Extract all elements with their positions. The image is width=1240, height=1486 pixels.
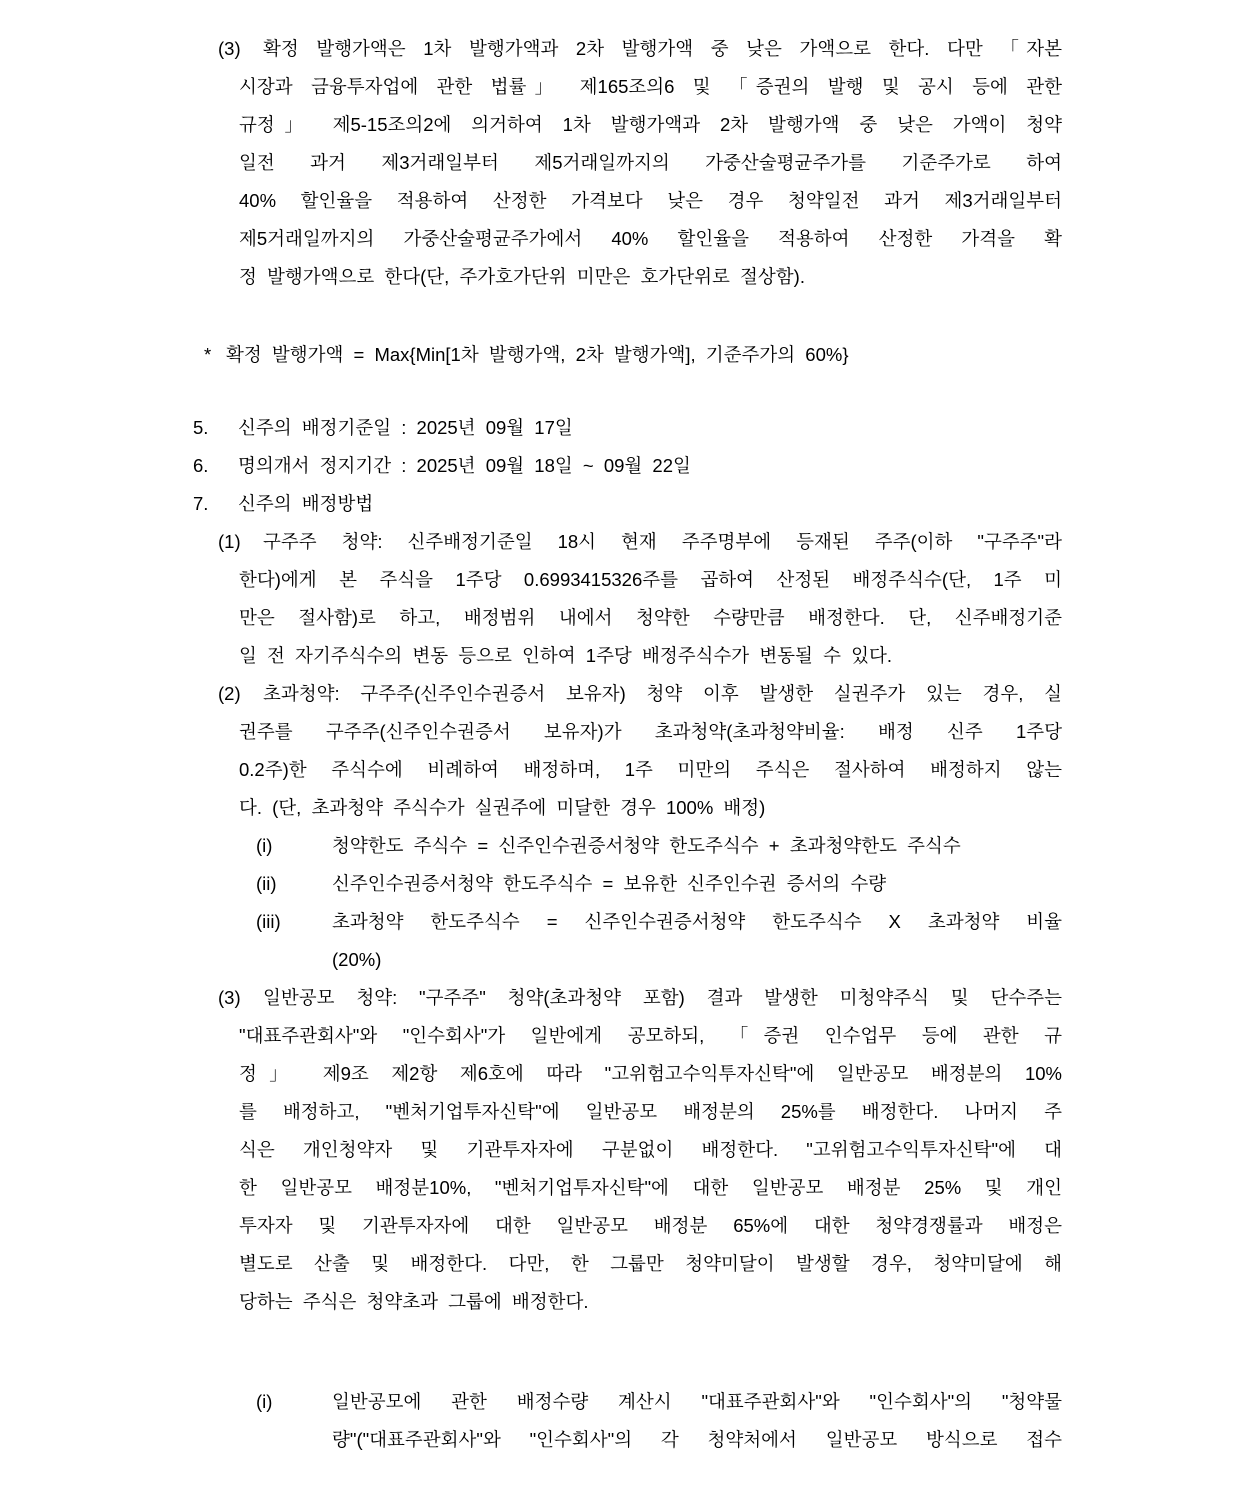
list-marker: (i) bbox=[256, 835, 273, 856]
list-marker: (ii) bbox=[256, 873, 277, 894]
list-marker: (3) bbox=[218, 38, 241, 59]
item-6-transfer-suspension-period bbox=[193, 447, 1240, 485]
text-line bbox=[256, 941, 1062, 979]
line-text: 규정」 제5-15조의2에 의거하여 1차 발행가액과 2차 발행가액 중 낮은 가액이 청약 bbox=[239, 114, 1062, 135]
text-line bbox=[218, 30, 1062, 68]
line-text: 량"("대표주관회사"와 "인수회사"의 각 청약처에서 일반공모 방식으로 접수 bbox=[332, 1429, 1062, 1450]
text-line bbox=[218, 637, 1062, 675]
line-text: 제5거래일까지의 가중산술평균주가에서 40% 할인율을 적용하여 산정한 가격을 확 bbox=[239, 228, 1062, 249]
line-text: 한 일반공모 배정분10%, "벤처기업투자신탁"에 대한 일반공모 배정분 25% 및 개인 bbox=[239, 1177, 1062, 1198]
text-line bbox=[218, 979, 1062, 1017]
text-line bbox=[193, 447, 1240, 485]
text-line bbox=[218, 1055, 1062, 1093]
line-text: 당하는 주식은 청약초과 그룹에 배정한다. bbox=[239, 1291, 589, 1312]
text-line bbox=[218, 1207, 1062, 1245]
text-line bbox=[218, 1283, 1062, 1321]
line-text: 신주의 배정기준일 : 2025년 09월 17일 bbox=[238, 417, 573, 438]
line-text: 확정 발행가액 = Max{Min[1차 발행가액, 2차 발행가액], 기준주가의 60%} bbox=[226, 344, 849, 365]
text-line bbox=[218, 1093, 1062, 1131]
text-line bbox=[218, 599, 1062, 637]
text-line bbox=[256, 865, 1062, 903]
text-line bbox=[218, 1017, 1062, 1055]
line-text: 확정 발행가액은 1차 발행가액과 2차 발행가액 중 낮은 가액으로 한다. 다만 「자본 bbox=[263, 38, 1062, 59]
text-line bbox=[218, 1131, 1062, 1169]
line-text: 초과청약: 구주주(신주인수권증서 보유자) 청약 이후 발생한 실권주가 있는 경우, 실 bbox=[263, 683, 1062, 704]
text-line bbox=[218, 220, 1062, 258]
list-marker: 7. bbox=[193, 493, 209, 514]
line-text: 다. (단, 초과청약 주식수가 실권주에 미달한 경우 100% 배정) bbox=[239, 797, 766, 818]
list-marker: (i) bbox=[256, 1391, 273, 1412]
text-line bbox=[218, 144, 1062, 182]
line-text: 일전 과거 제3거래일부터 제5거래일까지의 가중산술평균주가를 기준주가로 하여 bbox=[239, 152, 1062, 173]
clause-2-over-subscription bbox=[218, 675, 1062, 827]
clause-3-public-offering bbox=[218, 979, 1062, 1321]
item-5-allotment-record-date bbox=[193, 409, 1240, 447]
text-line bbox=[218, 675, 1062, 713]
line-text: 일반공모 청약: "구주주" 청약(초과청약 포함) 결과 발생한 미청약주식 및 단수주는 bbox=[263, 987, 1062, 1008]
text-line bbox=[218, 751, 1062, 789]
formula-final-issue-price bbox=[204, 336, 1240, 374]
text-line bbox=[193, 485, 1240, 523]
list-marker: 5. bbox=[193, 417, 209, 438]
text-line bbox=[218, 561, 1062, 599]
line-text: 40% 할인율을 적용하여 산정한 가격보다 낮은 경우 청약일전 과거 제3거래일부터 bbox=[239, 190, 1062, 211]
text-line bbox=[256, 1421, 1062, 1459]
sub-iii-over-subscription-limit bbox=[256, 903, 1062, 979]
line-text: 청약한도 주식수 = 신주인수권증서청약 한도주식수 + 초과청약한도 주식수 bbox=[332, 835, 961, 856]
text-line bbox=[204, 336, 1240, 374]
clause-3-final-issue-price bbox=[218, 30, 1062, 296]
line-text: 정 발행가액으로 한다(단, 주가호가단위 미만은 호가단위로 절상함). bbox=[239, 266, 805, 287]
line-text: 신주인수권증서청약 한도주식수 = 보유한 신주인수권 증서의 수량 bbox=[332, 873, 887, 894]
document-content bbox=[0, 30, 1240, 1459]
text-line bbox=[256, 1383, 1062, 1421]
list-marker: 6. bbox=[193, 455, 209, 476]
text-line bbox=[256, 903, 1062, 941]
line-text: 시장과 금융투자업에 관한 법률」 제165조의6 및 「증권의 발행 및 공시 등에 관한 bbox=[239, 76, 1062, 97]
text-line bbox=[218, 713, 1062, 751]
text-line bbox=[218, 258, 1062, 296]
text-line bbox=[218, 523, 1062, 561]
line-text: 정」 제9조 제2항 제6호에 따라 "고위험고수익투자신탁"에 일반공모 배정분의 10% bbox=[239, 1063, 1062, 1084]
list-marker: (iii) bbox=[256, 911, 281, 932]
text-line bbox=[218, 1169, 1062, 1207]
text-line bbox=[193, 409, 1240, 447]
line-text: "대표주관회사"와 "인수회사"가 일반에게 공모하되, 「증권 인수업무 등에 관한 규 bbox=[239, 1025, 1062, 1046]
line-text: 일반공모에 관한 배정수량 계산시 "대표주관회사"와 "인수회사"의 "청약물 bbox=[332, 1391, 1062, 1412]
text-line bbox=[256, 827, 1062, 865]
sub-ii-warrant-subscription-limit bbox=[256, 865, 1062, 903]
list-marker: * bbox=[204, 344, 212, 365]
line-text: 투자자 및 기관투자자에 대한 일반공모 배정분 65%에 대한 청약경쟁률과 배정은 bbox=[239, 1215, 1062, 1236]
line-text: 명의개서 정지기간 : 2025년 09월 18일 ~ 09월 22일 bbox=[238, 455, 691, 476]
item-7-allotment-method bbox=[193, 485, 1240, 523]
line-text: 만은 절사함)로 하고, 배정범위 내에서 청약한 수량만큼 배정한다. 단, 신주배정기준 bbox=[239, 607, 1062, 628]
line-text: 별도로 산출 및 배정한다. 다만, 한 그룹만 청약미달이 발생할 경우, 청약미달에 해 bbox=[239, 1253, 1062, 1274]
line-text: 일 전 자기주식수의 변동 등으로 인하여 1주당 배정주식수가 변동될 수 있다. bbox=[239, 645, 892, 666]
line-text: 권주를 구주주(신주인수권증서 보유자)가 초과청약(초과청약비율: 배정 신주 1주당 bbox=[239, 721, 1062, 742]
sub-i-public-offering-allocation bbox=[256, 1383, 1062, 1459]
list-marker: (3) bbox=[218, 987, 241, 1008]
line-text: 0.2주)한 주식수에 비례하여 배정하며, 1주 미만의 주식은 절사하여 배정하지 않는 bbox=[239, 759, 1062, 780]
line-text: (20%) bbox=[332, 949, 382, 970]
clause-1-existing-shareholder-subscription bbox=[218, 523, 1062, 675]
line-text: 를 배정하고, "벤처기업투자신탁"에 일반공모 배정분의 25%를 배정한다. 나머지 주 bbox=[239, 1101, 1062, 1122]
text-line bbox=[218, 182, 1062, 220]
text-line bbox=[218, 106, 1062, 144]
line-text: 신주의 배정방법 bbox=[238, 493, 374, 514]
text-line bbox=[218, 789, 1062, 827]
sub-i-subscription-limit bbox=[256, 827, 1062, 865]
text-line bbox=[218, 68, 1062, 106]
line-text: 구주주 청약: 신주배정기준일 18시 현재 주주명부에 등재된 주주(이하 "구주주"라 bbox=[263, 531, 1062, 552]
list-marker: (2) bbox=[218, 683, 241, 704]
list-marker: (1) bbox=[218, 531, 241, 552]
line-text: 한다)에게 본 주식을 1주당 0.6993415326주를 곱하여 산정된 배정주식수(단, 1주 미 bbox=[239, 569, 1062, 590]
line-text: 식은 개인청약자 및 기관투자자에 구분없이 배정한다. "고위험고수익투자신탁"에 대 bbox=[239, 1139, 1062, 1160]
line-text: 초과청약 한도주식수 = 신주인수권증서청약 한도주식수 X 초과청약 비율 bbox=[332, 911, 1062, 932]
text-line bbox=[218, 1245, 1062, 1283]
